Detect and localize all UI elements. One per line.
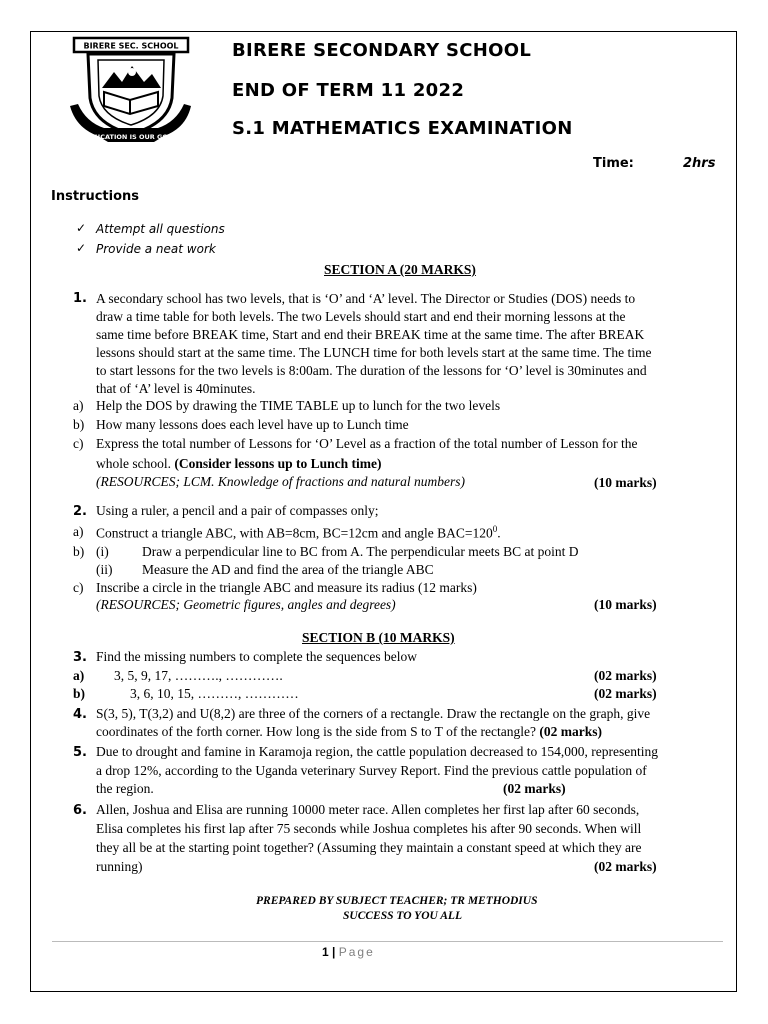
question-1c-text: Express the total number of Lessons for ‘O’ Level as a fraction of the total number of Lesson for the [96,436,638,451]
question-number: 5. [73,745,87,760]
question-5-text: Due to drought and famine in Karamoja region, the cattle population decreased to 154,000, representing [96,744,658,759]
marks-label: (02 marks) [539,724,603,739]
question-4-text-cont [96,724,602,740]
text-span: coordinates of the forth corner. How long is the side from S to T of the rectangle? [96,724,537,739]
question-2a-text [96,524,501,542]
degree-sup: 0 [492,524,498,534]
resources-note: (RESOURCES; LCM. Knowledge of fractions and natural numbers) [96,474,465,489]
question-number: 3. [73,650,87,665]
time-value: 2hrs [683,156,716,171]
question-2b-i-text: Draw a perpendicular line to BC from A. The perpendicular meets BC at point D [142,544,579,559]
question-4-text: S(3, 5), T(3,2) and U(8,2) are three of the corners of a rectangle. Draw the rectangle on the graph, give [96,706,651,721]
marks-label: (02 marks) [594,686,657,701]
marks-label: (02 marks) [503,781,566,796]
page-number: 1 [322,945,329,959]
question-number: 1. [73,291,87,306]
question-5-text-cont: a drop 12%, according to the Uganda veterinary Survey Report. Find the previous cattle population of [96,763,647,778]
sub-roman: (ii) [96,562,113,577]
check-icon: ✓ [76,241,87,255]
section-b-heading: SECTION B (10 MARKS) [302,630,455,645]
text-line: lessons should start at the same time. The LUNCH time for both levels start at the same time. The time [96,345,652,360]
instructions-heading: Instructions [51,189,140,204]
instruction-item: Attempt all questions [96,222,225,236]
page-word: Page [338,945,375,959]
question-number: 6. [73,803,87,818]
time-label: Time: [593,156,634,171]
question-2c-text: Inscribe a circle in the triangle ABC and measure its radius (12 marks) [96,580,477,595]
resources-note: (RESOURCES; Geometric figures, angles and degrees) [96,597,396,612]
question-6-text-end: running) [96,859,143,874]
text-span: whole school. [96,456,175,471]
page-footer [322,945,375,959]
school-crest-logo [68,36,193,146]
marks-label: (02 marks) [594,668,657,683]
instruction-item: Provide a neat work [96,242,216,256]
marks-label: (02 marks) [594,859,657,874]
note-bold: (Consider lessons up to Lunch time) [174,456,382,471]
sub-label: a) [73,398,84,413]
question-number: 2. [73,504,87,519]
check-icon: ✓ [76,221,87,235]
text-line: A secondary school has two levels, that is ‘O’ and ‘A’ level. The Director or Studies (DOS) needs to [96,291,636,306]
sub-label: a) [73,668,85,683]
sub-label: a) [73,524,84,539]
marks-label: (10 marks) [594,597,657,612]
text-span: . [497,525,501,541]
text-line: same time before BREAK time, Start and end their BREAK time at the same time. The after BREAK [96,327,645,342]
question-5-text-end: the region. [96,781,154,796]
term-title: END OF TERM 11 2022 [232,80,465,101]
school-name: BIRERE SECONDARY SCHOOL [232,40,532,61]
text-line: draw a time table for both levels. The two Levels should start and end their morning lessons at the [96,309,626,324]
sub-label: c) [73,580,84,595]
question-1a-text: Help the DOS by drawing the TIME TABLE up to lunch for the two levels [96,398,501,413]
svg-text:BIRERE SEC. SCHOOL: BIRERE SEC. SCHOOL [83,41,179,51]
question-6-text-cont: they all be at the starting point together? (Assuming they maintain a constant speed at which they are [96,840,642,855]
sub-label: b) [73,686,86,701]
footer-divider [52,941,723,942]
question-2-text: Using a ruler, a pencil and a pair of compasses only; [96,503,379,518]
sequence-a: 3, 5, 9, 17, ………., …………. [114,668,283,683]
question-2b-ii-text: Measure the AD and find the area of the triangle ABC [142,562,434,577]
sub-roman: (i) [96,544,109,559]
question-1c-text-cont [96,456,382,472]
marks-label: (10 marks) [594,475,657,490]
question-6-text: Allen, Joshua and Elisa are running 10000 meter race. Allen completes her first lap after 60 seconds, [96,802,640,817]
page-separator: | [332,945,336,959]
question-number: 4. [73,707,87,722]
question-1-text [96,290,652,398]
question-1b-text: How many lessons does each level have up to Lunch time [96,417,409,432]
sub-label: b) [73,417,85,432]
prepared-by: PREPARED BY SUBJECT TEACHER; TR METHODIUS [256,895,538,907]
text-span: Construct a triangle ABC, with AB=8cm, BC=12cm and angle BAC=120 [96,525,493,541]
sub-label: b) [73,544,85,559]
exam-title: S.1 MATHEMATICS EXAMINATION [232,118,573,139]
success-wish: SUCCESS TO YOU ALL [343,910,462,922]
sequence-b: 3, 6, 10, 15, ………, ………… [130,686,299,701]
question-6-text-cont: Elisa completes his first lap after 75 seconds while Joshua completes his after 90 seconds. When will [96,821,642,836]
section-a-heading: SECTION A (20 MARKS) [324,262,476,277]
sub-label: c) [73,436,84,451]
question-3-text: Find the missing numbers to complete the sequences below [96,649,417,664]
text-line: that of ‘A’ level is 40minutes. [96,381,256,396]
text-line: to start lessons for the two levels is 8:00am. The duration of the lessons for ‘O’ level is 30minutes and [96,363,647,378]
svg-text:EDUCATION IS OUR GOAL: EDUCATION IS OUR GOAL [85,133,177,141]
